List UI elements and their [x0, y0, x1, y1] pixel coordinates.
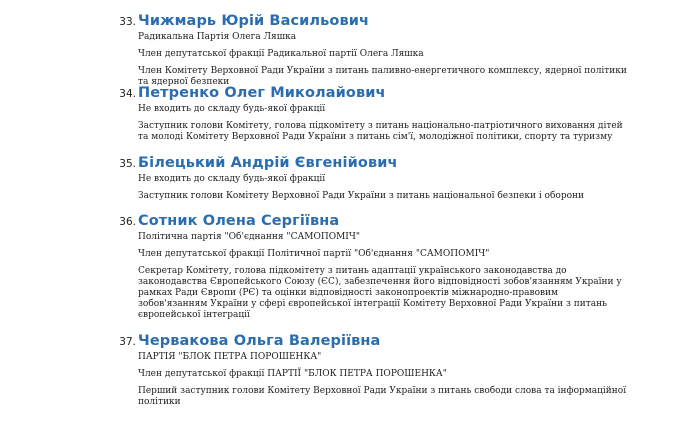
- deputy-name: Білецький Андрій Євгенійович: [138, 155, 398, 171]
- deputy-name: Чижмарь Юрій Васильович: [138, 13, 370, 29]
- committee-line: законодавства Європейського Союзу (ЄС), забезпечення його відповідності зобов'язанням України у: [138, 277, 622, 287]
- committee-line: Заступник голови Комітету, голова підкомітету з питань національно-патріотичного виховання дітей: [138, 121, 623, 131]
- committee-line: зобов'язанням України у сфері європейської інтеграції Комітету Верховної Ради України з питань: [138, 299, 607, 309]
- committee-line: рамках Ради Європи (РЄ) та оцінки відповідності законопроектів міжнародно-правовим: [138, 288, 559, 298]
- committee-line: та молоді Комітету Верховної Ради України з питань сім'ї, молодіжної політики, спорту та туризму: [138, 132, 613, 142]
- deputy-name: Петренко Олег Миколайович: [138, 85, 386, 101]
- committee-line: Перший заступник голови Комітету Верховної Ради України з питань свободи слова та інформаційної: [138, 386, 627, 396]
- entry-number: 35.: [119, 158, 136, 170]
- committee-line: Член Комітету Верховної Ради України з питань паливно-енергетичного комплексу, ядерної політики: [138, 66, 627, 76]
- committee-line: європейської інтеграції: [138, 310, 250, 320]
- party-line: Не входить до складу будь-якої фракції: [138, 174, 326, 184]
- committee-line: політики: [138, 397, 181, 407]
- faction-line: Член депутатської фракції Радикальної партії Олега Ляшка: [138, 49, 424, 59]
- party-line: Не входить до складу будь-якої фракції: [138, 104, 326, 114]
- entry-number: 36.: [119, 216, 136, 228]
- committee-line: та ядерної безпеки: [138, 77, 230, 87]
- entry-number: 34.: [119, 88, 136, 100]
- deputy-name: Сотник Олена Сергіївна: [138, 213, 340, 229]
- party-line: ПАРТІЯ "БЛОК ПЕТРА ПОРОШЕНКА": [138, 352, 322, 362]
- faction-line: Член депутатської фракції Політичної партії "Об'єднання "САМОПОМІЧ": [138, 249, 490, 259]
- deputy-name: Червакова Ольга Валеріївна: [138, 333, 381, 349]
- entry-number: 37.: [119, 336, 136, 348]
- committee-line: Заступник голови Комітету Верховної Ради України з питань національної безпеки і оборони: [138, 191, 584, 201]
- faction-line: Член депутатської фракції ПАРТІЇ "БЛОК ПЕТРА ПОРОШЕНКА": [138, 369, 447, 379]
- party-line: Радикальна Партія Олега Ляшка: [138, 32, 297, 42]
- party-line: Політична партія "Об'єднання "САМОПОМІЧ": [138, 232, 360, 242]
- entry-number: 33.: [119, 16, 136, 28]
- committee-line: Секретар Комітету, голова підкомітету з питань адаптації українського законодавства до: [138, 266, 567, 276]
